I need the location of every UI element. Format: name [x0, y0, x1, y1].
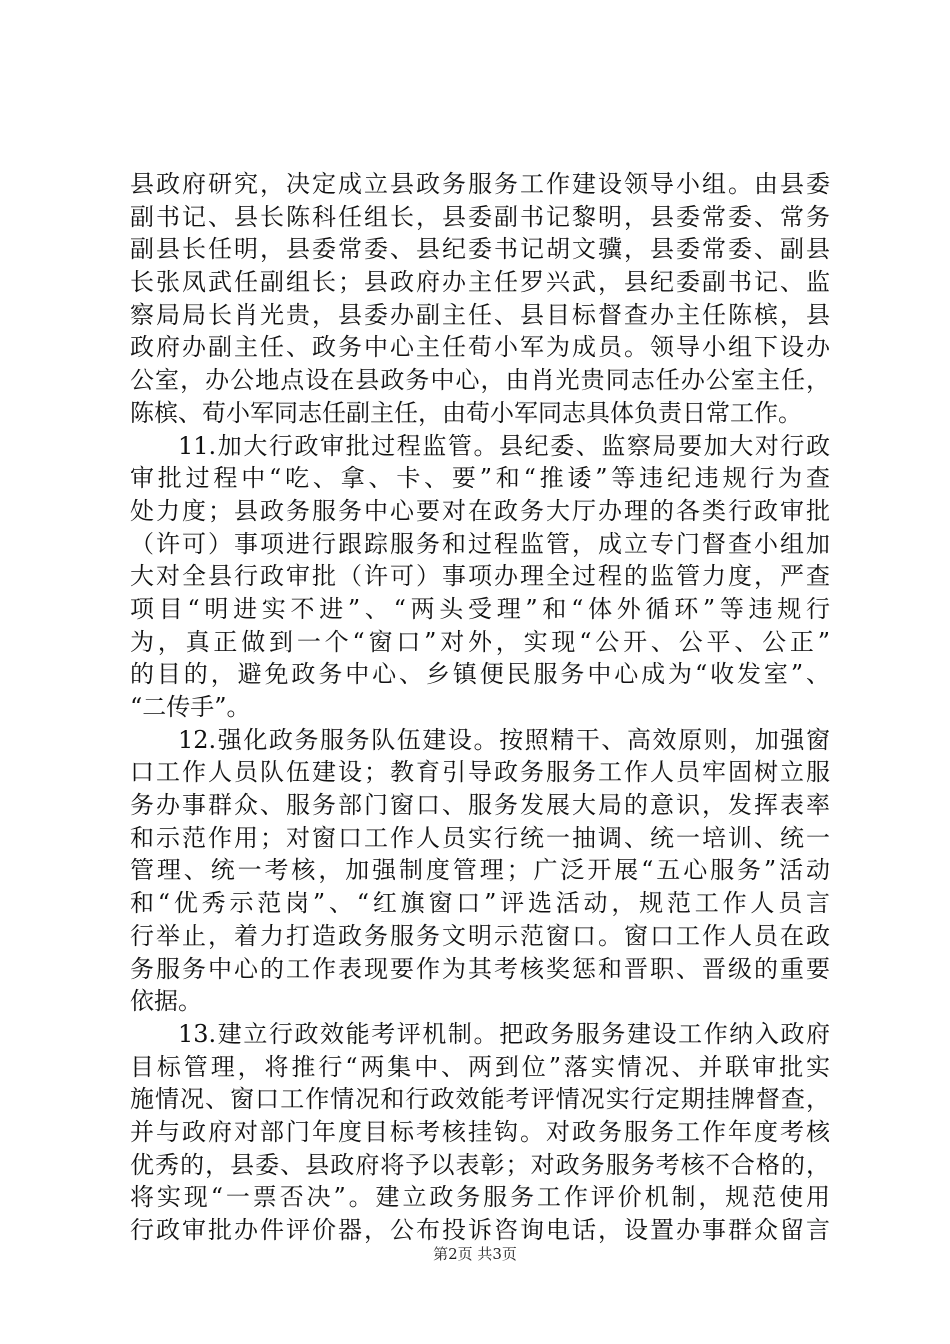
text-line: “二传手”。 [130, 693, 251, 721]
text-line: 县政府研究，决定成立县政务服务工作建设领导小组。由县委 [130, 170, 830, 198]
text-line: 和“优秀示范岗”、“红旗窗口”评选活动，规范工作人员言 [130, 889, 830, 918]
text-line: 副书记、县长陈科任组长，县委副书记黎明，县委常委、常务 [130, 202, 830, 231]
text-line: 施情况、窗口工作情况和行政效能考评情况实行定期挂牌督查， [130, 1085, 830, 1114]
text-line: 长张凤武任副组长；县政府办主任罗兴武，县纪委副书记、监 [130, 268, 830, 297]
text-line: 务办事群众、服务部门窗口、服务发展大局的意识，发挥表率 [130, 791, 830, 820]
text-line: 项目“明进实不进”、“两头受理”和“体外循环”等违规行 [130, 594, 830, 623]
text-line: 察局局长肖光贵，县委办副主任、县目标督查办主任陈槟，县 [130, 300, 830, 329]
text-line: 处力度；县政务服务中心要对在政务大厅办理的各类行政审批 [130, 496, 830, 525]
text-line: 为，真正做到一个“窗口”对外，实现“公开、公平、公正” [130, 627, 830, 656]
text-line: 的目的，避免政务中心、乡镇便民服务中心成为“收发室”、 [130, 660, 830, 689]
text-line: 公室，办公地点设在县政务中心，由肖光贵同志任办公室主任， [130, 366, 830, 395]
text-line: 11.加大行政审批过程监管。县纪委、监察局要加大对行政 [178, 431, 830, 460]
text-line: 副县长任明，县委常委、县纪委书记胡文骥，县委常委、副县 [130, 235, 830, 264]
text-line: 和示范作用；对窗口工作人员实行统一抽调、统一培训、统一 [130, 823, 830, 852]
text-line: （许可）事项进行跟踪服务和过程监管，成立专门督查小组加 [130, 529, 830, 558]
text-line: 行举止，着力打造政务服务文明示范窗口。窗口工作人员在政 [130, 921, 830, 950]
text-line: 目标管理，将推行“两集中、两到位”落实情况、并联审批实 [130, 1052, 830, 1081]
text-line: 行政审批办件评价器，公布投诉咨询电话，设置办事群众留言 [130, 1216, 830, 1244]
text-line: 审批过程中“吃、拿、卡、要”和“推诿”等违纪违规行为查 [130, 464, 830, 493]
text-line: 口工作人员队伍建设；教育引导政务服务工作人员牢固树立服 [130, 758, 830, 787]
text-line: 将实现“一票否决”。建立政务服务工作评价机制，规范使用 [130, 1183, 830, 1212]
body-text [130, 168, 830, 1247]
text-line: 大对全县行政审批（许可）事项办理全过程的监管力度，严查 [130, 562, 830, 591]
text-line: 政府办副主任、政务中心主任荀小军为成员。领导小组下设办 [130, 333, 830, 362]
text-line: 陈槟、荀小军同志任副主任，由荀小军同志具体负责日常工作。 [130, 398, 802, 427]
text-line: 务服务中心的工作表现要作为其考核奖惩和晋职、晋级的重要 [130, 954, 830, 983]
text-line: 12.强化政务服务队伍建设。按照精干、高效原则，加强窗 [178, 725, 830, 754]
page-footer: 第2页 共3页 [433, 1245, 517, 1263]
text-line: 13.建立行政效能考评机制。把政务服务建设工作纳入政府 [178, 1019, 830, 1048]
text-line: 依据。 [130, 987, 202, 1016]
text-line: 优秀的，县委、县政府将予以表彰；对政务服务考核不合格的， [130, 1150, 830, 1179]
text-line: 管理、统一考核，加强制度管理；广泛开展“五心服务”活动 [130, 856, 830, 885]
text-line: 并与政府对部门年度目标考核挂钩。对政务服务工作年度考核 [130, 1117, 830, 1146]
